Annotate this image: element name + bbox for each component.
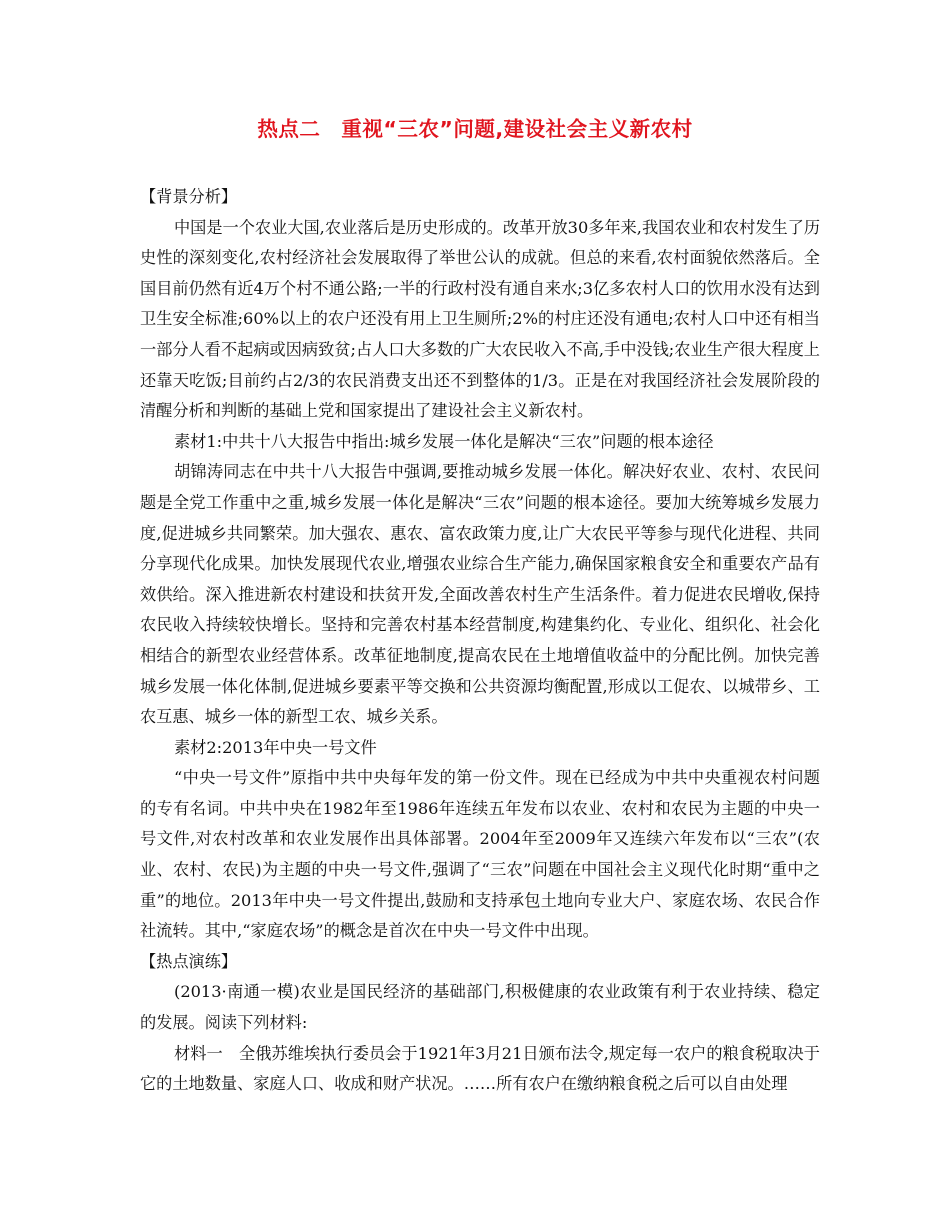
section-heading-background: 【背景分析】: [140, 187, 238, 206]
document-body: [140, 182, 820, 1100]
material-1-heading: 素材1:中共十八大报告中指出:城乡发展一体化是解决“三农”问题的根本途径: [174, 431, 714, 451]
paragraph-background: 中国是一个农业大国,农业落后是历史形成的。改革开放30多年来,我国农业和农村发生了历史性的深刻变化,农村经济社会发展取得了举世公认的成就。但总的来看,农村面貌依然落后。全国目前仍然有近4万个村不通公路;一半的行政村没有通自来水;3亿多农村人口的饮用水没有达到卫生安全标准;60%以上的农户还没有用上卫生厕所;2%的村庄还没有通电;农村人口中还有相当一部分人看不起病或因病致贫;占人口大多数的广大农民收入不高,手中没钱;农业生产很大程度上还靠天吃饭;目前约占2/3的农民消费支出还不到整体的1/3。正是在对我国经济社会发展阶段的清醒分析和判断的基础上党和国家提出了建设社会主义新农村。: [140, 217, 821, 421]
paragraph-material-one: 材料一 全俄苏维埃执行委员会于1921年3月21日颁布法令,规定每一农户的粮食税取决于它的土地数量、家庭人口、收成和财产状况。……所有农户在缴纳粮食税之后可以自由处理: [140, 1043, 820, 1094]
paragraph-material-2: “中央一号文件”原指中共中央每年发的第一份文件。现在已经成为中共中央重视农村问题的专有名词。中共中央在1982年至1986年连续五年发布以农业、农村和农民为主题的中央一号文件,对农村改革和农业发展作出具体部署。2004年至2009年又连续六年发布以“三农”(农业、农村、农民)为主题的中央一号文件,强调了“三农”问题在中国社会主义现代化时期“重中之重”的地位。2013年中央一号文件提出,鼓励和支持承包土地向专业大户、家庭农场、农民合作社流转。其中,“家庭农场”的概念是首次在中央一号文件中出现。: [140, 768, 820, 941]
paragraph-material-1: 胡锦涛同志在中共十八大报告中强调,要推动城乡发展一体化。解决好农业、农村、农民问题是全党工作重中之重,城乡发展一体化是解决“三农”问题的根本途径。要加大统筹城乡发展力度,促进城乡共同繁荣。加大强农、惠农、富农政策力度,让广大农民平等参与现代化进程、共同分享现代化成果。加快发展现代农业,增强农业综合生产能力,确保国家粮食安全和重要农产品有效供给。深入推进新农村建设和扶贫开发,全面改善农村生产生活条件。着力促进农民增收,保持农民收入持续较快增长。坚持和完善农村基本经营制度,构建集约化、专业化、组织化、社会化相结合的新型农业经营体系。改革征地制度,提高农民在土地增值收益中的分配比例。加快完善城乡发展一体化体制,促进城乡要素平等交换和公共资源均衡配置,形成以工促农、以城带乡、工农互惠、城乡一体的新型工农、城乡关系。: [140, 462, 820, 727]
document-title: 热点二 重视“三农”问题,建设社会主义新农村: [257, 117, 693, 141]
section-heading-practice: 【热点演练】: [140, 951, 238, 971]
material-2-heading: 素材2:2013年中央一号文件: [174, 737, 377, 757]
paragraph-question-intro: (2013·南通一模)农业是国民经济的基础部门,积极健康的农业政策有利于农业持续、稳定的发展。阅读下列材料:: [140, 982, 820, 1033]
